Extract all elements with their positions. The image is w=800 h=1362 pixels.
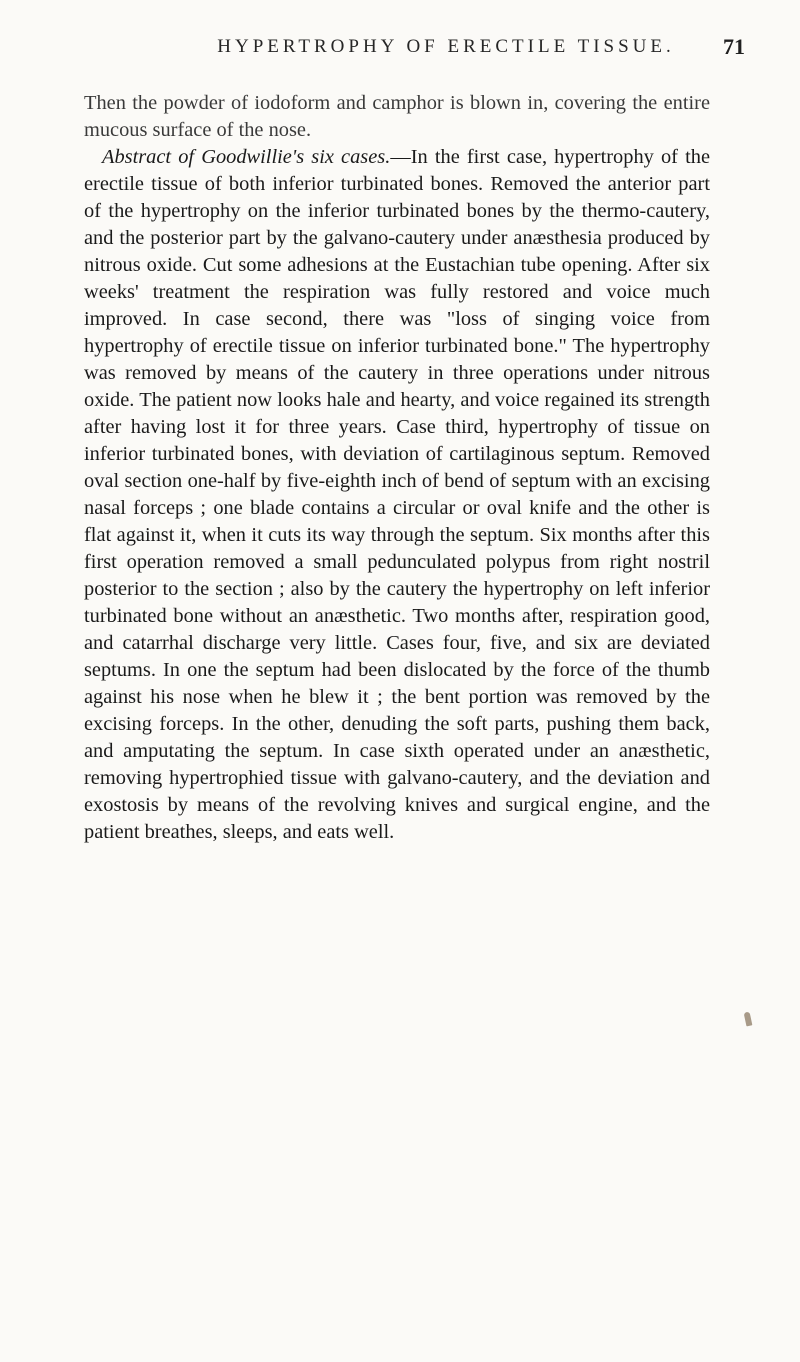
case-abstract-paragraph — [84, 144, 710, 846]
body-text — [84, 90, 710, 846]
section-heading: Abstract of Goodwillie's six cases. — [102, 146, 391, 168]
paper-speck — [744, 1012, 753, 1027]
intro-paragraph: Then the powder of iodoform and camphor is blown in, covering the entire mucous surface of the nose. — [84, 92, 710, 141]
page-number: 71 — [723, 34, 745, 59]
section-heading-dash: — — [390, 146, 411, 168]
case-abstract-text: In the first case, hypertrophy of the erectile tissue of both inferior turbinated bones. Removed the anterior part of the hypertrophy on the inferior turbinated bones by the thermo-cautery, and the posterior part by the galvano-cautery under anæsthesia produced by nitrous oxide. Cut some adhesions at the Eustachian tube opening. After six weeks' treatment the respiration was fully restored and voice much improved. In case second, there was "loss of singing voice from hypertrophy of erectile tissue on inferior turbinated bone." The hypertrophy was removed by means of the cautery in three operations under nitrous oxide. The patient now looks hale and hearty, and voice regained its strength after having lost it for three years. Case third, hypertrophy of tissue on inferior turbinated bones, with deviation of cartilaginous septum. Removed oval section one-half by five-eighth inch of bend of septum with an excising nasal forceps ; one blade contains a circular or oval knife and the other is flat against it, when it cuts its way through the septum. Six months after this first operation removed a small pedunculated polypus from right nostril posterior to the section ; also by the cautery the hypertrophy on left inferior turbinated bone without an anæsthetic. Two months after, respiration good, and catarrhal discharge very little. Cases four, five, and six are deviated septums. In one the septum had been dislocated by the force of the thumb against his nose when he blew it ; the bent portion was removed by the excising forceps. In the other, denuding the soft parts, pushing them back, and amputating the septum. In case sixth operated under an anæsthetic, removing hypertrophied tissue with galvano-cautery, and the deviation and exostosis by means of the revolving knives and surgical engine, and the patient breathes, sleeps, and eats well. — [84, 146, 710, 843]
running-head: HYPERTROPHY OF ERECTILE TISSUE. — [217, 36, 675, 57]
